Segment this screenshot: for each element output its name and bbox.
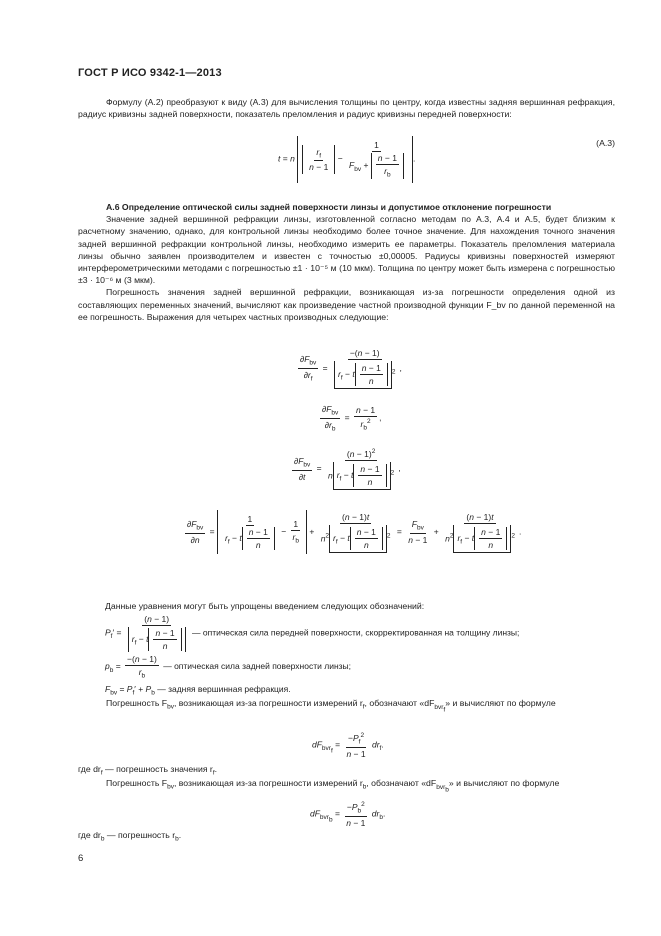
section-a6 <box>78 201 615 323</box>
equation-a3: t = n $\frac{r_f}{n - 1}$ − 1 $F_{bv}$ + $\frac{n - 1}{r_b}$ . <box>278 136 415 183</box>
error-rf-paragraph: Погрешность $F_{bv}$, возникающая из-за погрешности измерений $r_f$, обозначают «$dF_{bvr_f}$» и вычисляют по формуле <box>106 698 556 714</box>
simplify-intro: Данные уравнения могут быть упрощены введением следующих обозначений: <box>105 601 425 611</box>
equation-a3-number: (А.3) <box>596 138 615 148</box>
definition-pb-desc: — оптическая сила задней поверхности линзы; <box>163 661 352 672</box>
definition-pf: $P_f'$ = (n − 1) $r_f - t$ $\frac{n - 1}{n}$ — оптическая сила передней поверхности, скорректированная на толщину линзы; <box>105 614 520 651</box>
equation-derivative-t: $\frac{\partial F_{bv}}{\partial t}$ = $(n - 1)^2$ n $r_f - t$ $\frac{n - 1}{n}$ $^2$ , <box>290 448 401 490</box>
definition-fbv: $F_{bv} = P_f' + P_b$ — задняя вершинная рефракция. <box>105 684 291 697</box>
equation-derivative-rf: $\frac{\partial F_{bv}}{\partial r_f}$ = −(n − 1) $r_f - t$ $\frac{n - 1}{n}$ $^2$ , <box>296 348 402 389</box>
definition-pb: $p_b$ = $\frac{-(n - 1)}{r_b}$ — оптическая сила задней поверхности линзы; <box>105 654 352 680</box>
error-rb-where: где $dr_b$ — погрешность $r_b$. <box>78 830 182 843</box>
document-header: ГОСТ Р ИСО 9342-1—2013 <box>78 67 222 79</box>
equation-derivative-n: $\frac{\partial F_{bv}}{\partial n}$ = 1 $r_f - t$ $\frac{n - 1}{n}$ − $\frac{1}{r_b}$ + (n − 1)t $n^2$ $r_f - t$ $\frac{n - 1}{n}$ $^2$ = $\frac{F_{bv}}{n - 1}$ + (n − 1)t $n^2$ $r_f - t$ $\frac{n - 1}{n}$ $^2$ . <box>183 510 521 554</box>
error-rf-where: где $dr_f$ — погрешность значения $r_f$. <box>78 764 218 777</box>
equation-dfbv-rf: $dF_{bvr_f}$ = $\frac{-P_f^2}{n - 1}$ $dr_f$. <box>312 732 384 759</box>
page-number: 6 <box>78 853 84 864</box>
error-rb-paragraph: Погрешность $F_{bv}$, возникающая из-за погрешности измерений $r_b$, обозначают «$dF_{bvr_b}$» и вычисляют по формуле <box>106 778 560 794</box>
intro-paragraph <box>78 96 615 120</box>
definition-pf-desc: — оптическая сила передней поверхности, скорректированная на толщину линзы; <box>192 627 520 638</box>
section-a6-heading: А.6 Определение оптической силы задней поверхности линзы и допустимое отклонение погрешности <box>106 202 552 212</box>
section-a6-paragraph-1: Значение задней вершинной рефракции линзы, изготовленной согласно методам по А.3, А.4 и А.5, будет близким к расчетному значению, однако, для контрольной линзы необходимо более точное значение. Для нахождения точного значения задней вершинной рефракции контрольной линзы, необходимо измерить ее параметры. Показатель преломления материала линзы обычно заявлен производителем и известен с точностью ±0,00005. Радиусы кривизны поверхностей измеряют интерферометрическими методами с погрешностью ±1 · 10⁻⁵ м (10 мкм). Толщина по центру может быть измерена с погрешностью ±3 · 10⁻⁶ м (3 мкм). <box>78 214 615 286</box>
equation-derivative-rb: $\frac{\partial F_{bv}}{\partial r_b}$ = $\frac{n - 1}{r_b^2}$ , <box>322 404 382 433</box>
equation-dfbv-rb: $dF_{bvr_b}$ = $\frac{-P_b^2}{n - 1}$ $dr_b$. <box>310 801 386 828</box>
section-a6-paragraph-2: Погрешность значения задней вершинной рефракции, возникающая из-за погрешности определения одной из составляющих переменных значений, вычисляют как произведение частной производной функции F_bv по данной переменной на ее погрешность. Выражения для четырех частных производных следующие: <box>78 287 615 322</box>
definition-fbv-desc: — задняя вершинная рефракция. <box>157 684 291 694</box>
intro-text: Формулу (А.2) преобразуют к виду (А.3) для вычисления толщины по центру, когда известны задняя вершинная рефракция, радиус кривизны задней поверхности, показатель преломления и радиус кривизны передней поверхности: <box>78 97 615 120</box>
